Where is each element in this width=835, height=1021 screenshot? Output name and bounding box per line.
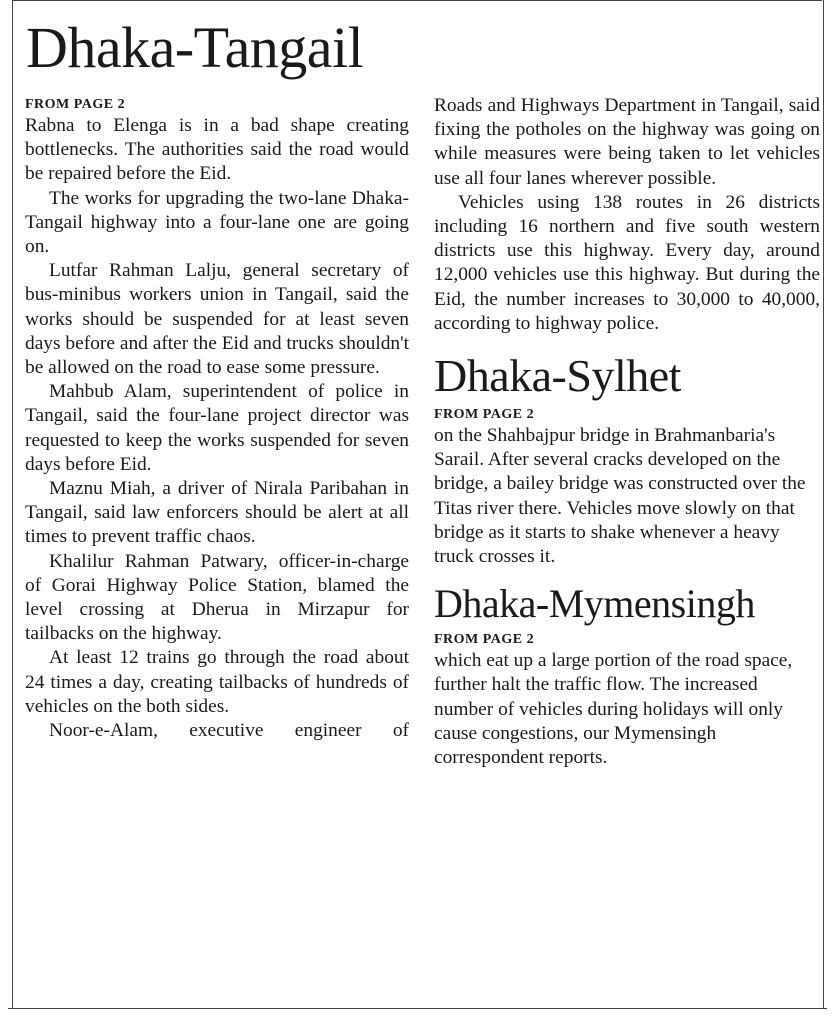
jump-line-sylhet: FROM PAGE 2 xyxy=(434,407,535,423)
paragraph: which eat up a large portion of the road space, further halt the traffic flow. The increased number of vehicles during holidays will only cause congestions, our Mymensingh correspondent reports. xyxy=(434,650,793,769)
paragraph: on the Shahbajpur bridge in Brahmanbaria's Sarail. After several cracks developed on the bridge, a bailey bridge was constructed over the Titas river there. Vehicles move slowly on that bridge as it starts to shake whenever a heavy truck crosses it. xyxy=(434,425,806,568)
paragraph: Maznu Miah, a driver of Nirala Paribahan in Tangail, said law enforcers should be alert at all times to prevent traffic chaos. xyxy=(25,478,409,548)
paragraph: Khalilur Rahman Patwary, officer-in-charge of Gorai Highway Police Station, blamed the level crossing at Dherua in Mirzapur for tailbacks on the highway. xyxy=(25,550,409,645)
paragraph: Mahbub Alam, superintendent of police in Tangail, said the four-lane project director was requested to keep the works suspended for seven days before Eid. xyxy=(25,381,409,475)
headline-dhaka-mymensingh: Dhaka-Mymensingh xyxy=(434,581,755,627)
column-left xyxy=(25,94,409,743)
paragraph: The works for upgrading the two-lane Dhaka-Tangail highway into a four-lane one are going on. xyxy=(25,187,409,258)
paragraph: At least 12 trains go through the road about 24 times a day, creating tailbacks of hundreds of vehicles on the both sides. xyxy=(25,647,409,717)
paragraph: Rabna to Elenga is in a bad shape creating bottlenecks. The authorities said the road would be repaired before the Eid. xyxy=(25,115,409,185)
column-right xyxy=(434,94,820,770)
paragraph: Vehicles using 138 routes in 26 districts including 16 northern and five south western districts use this highway. Every day, around 12,000 vehicles use this highway. But during the Eid, the number increases to 30,000 to 40,000, according to highway police. xyxy=(434,191,820,334)
jump-line-mymensingh: FROM PAGE 2 xyxy=(434,632,535,648)
bottom-rule xyxy=(8,1008,827,1009)
headline-dhaka-tangail: Dhaka-Tangail xyxy=(26,15,364,80)
paragraph: Lutfar Rahman Lalju, general secretary of bus-minibus workers union in Tangail, said the works should be suspended for at least seven days before and after the Eid and trucks shouldn't be allowed on the road to ease some pressure. xyxy=(25,260,409,379)
paragraph: Noor-e-Alam, executive engineer of xyxy=(49,720,409,742)
headline-dhaka-sylhet: Dhaka-Sylhet xyxy=(434,350,681,402)
jump-line-tangail: FROM PAGE 2 xyxy=(25,97,126,112)
paragraph: Roads and Highways Department in Tangail, said fixing the potholes on the highway was going on while measures were being taken to let vehicles use all four lanes wherever possible. xyxy=(434,95,820,189)
